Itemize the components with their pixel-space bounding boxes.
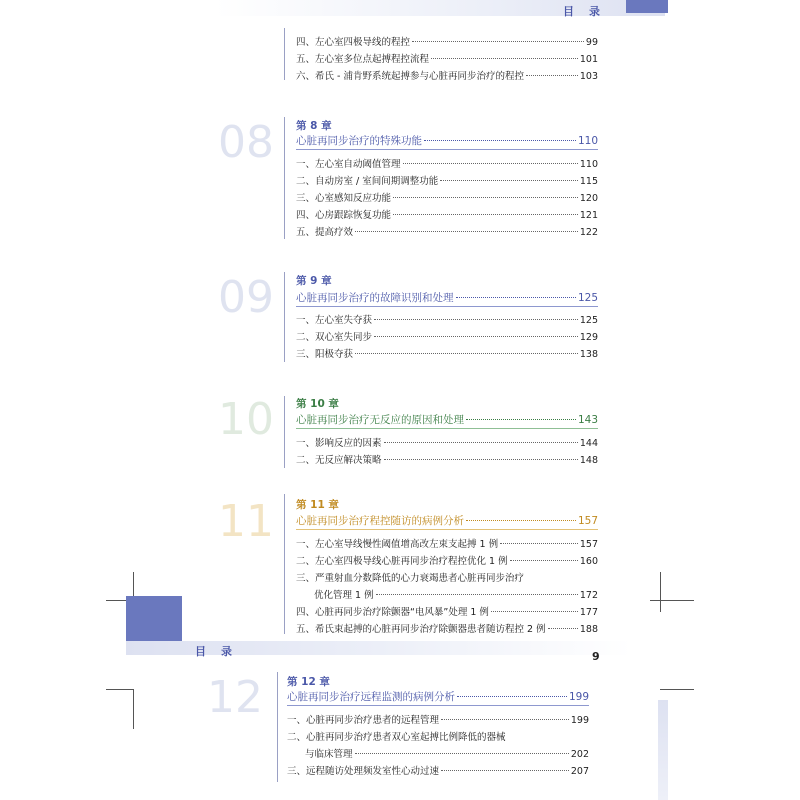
chapter-12-underline	[287, 705, 589, 706]
edge-strip	[658, 700, 668, 800]
chapter-9-underline	[296, 306, 598, 307]
toc-item[interactable]: 一、影响反应的因素 144	[296, 438, 598, 449]
toc-item[interactable]: 三、远程随访处理频发室性心动过速 207	[287, 766, 589, 777]
chapter-11-title[interactable]: 心脏再同步治疗程控随访的病例分析 157	[296, 515, 598, 527]
divider-ch11	[284, 494, 285, 634]
divider-ch9	[284, 272, 285, 362]
toc-item[interactable]: 三、严重射血分数降低的心力衰竭患者心脏再同步治疗	[296, 573, 525, 584]
toc-item[interactable]: 与临床管理 202	[305, 749, 589, 760]
chapter-12-number: 12	[207, 672, 263, 723]
page-number: 9	[592, 650, 600, 663]
header-color-block	[626, 0, 668, 13]
chapter-8-underline	[296, 149, 598, 150]
chapter-9-label: 第 9 章	[296, 275, 332, 287]
toc-item[interactable]: 四、左心室四极导线的程控 99	[296, 37, 598, 48]
crop-mark	[650, 600, 694, 601]
toc-item[interactable]: 一、心脏再同步治疗患者的远程管理 199	[287, 715, 589, 726]
toc-item[interactable]: 六、希氏 - 浦肯野系统起搏参与心脏再同步治疗的程控 103	[296, 71, 598, 82]
chapter-11-label: 第 11 章	[296, 499, 339, 511]
crop-mark	[660, 572, 661, 612]
divider-ch10	[284, 396, 285, 468]
chapter-11-number: 11	[218, 496, 274, 547]
chapter-8-title[interactable]: 心脏再同步治疗的特殊功能 110	[296, 135, 598, 147]
header-toc-label: 目 录	[563, 5, 602, 18]
crop-mark	[660, 689, 694, 690]
divider-prev	[284, 28, 285, 80]
toc-item[interactable]: 五、提高疗效 122	[296, 227, 598, 238]
toc-item[interactable]: 四、心脏再同步治疗除颤器“电风暴”处理 1 例 177	[296, 607, 598, 618]
crop-mark	[133, 689, 134, 729]
chapter-11-underline	[296, 529, 598, 530]
chapter-9-title[interactable]: 心脏再同步治疗的故障识别和处理 125	[296, 292, 598, 304]
divider-ch12	[277, 672, 278, 782]
toc-item[interactable]: 二、双心室失同步 129	[296, 332, 598, 343]
toc-item[interactable]: 一、左心室自动阈值管理 110	[296, 159, 598, 170]
chapter-10-underline	[296, 428, 598, 429]
page-toc-label: 目 录	[195, 645, 234, 658]
divider-ch8	[284, 117, 285, 239]
chapter-12-label: 第 12 章	[287, 676, 330, 688]
toc-item[interactable]: 二、左心室四极导线心脏再同步治疗程控优化 1 例 160	[296, 556, 598, 567]
toc-item[interactable]: 三、阳极夺获 138	[296, 349, 598, 360]
chapter-9-number: 09	[218, 272, 274, 323]
toc-item[interactable]: 二、心脏再同步治疗患者双心室起搏比例降低的器械	[287, 732, 506, 743]
toc-item[interactable]: 二、自动房室 / 室间间期调整功能 115	[296, 176, 598, 187]
toc-item[interactable]: 五、左心室多位点起搏程控流程 101	[296, 54, 598, 65]
crop-mark	[106, 689, 134, 690]
chapter-10-number: 10	[218, 394, 274, 445]
chapter-10-title[interactable]: 心脏再同步治疗无反应的原因和处理 143	[296, 414, 598, 426]
chapter-10-label: 第 10 章	[296, 398, 339, 410]
toc-item[interactable]: 二、无反应解决策略 148	[296, 455, 598, 466]
toc-item[interactable]: 五、希氏束起搏的心脏再同步治疗除颤器患者随访程控 2 例 188	[296, 624, 598, 635]
toc-item[interactable]: 四、心房跟踪恢复功能 121	[296, 210, 598, 221]
chapter-12-title[interactable]: 心脏再同步治疗远程监测的病例分析 199	[287, 691, 589, 703]
toc-item[interactable]: 一、左心室导线慢性阈值增高改左束支起搏 1 例 157	[296, 539, 598, 550]
toc-item[interactable]: 优化管理 1 例 172	[314, 590, 598, 601]
toc-item[interactable]: 三、心室感知反应功能 120	[296, 193, 598, 204]
chapter-8-label: 第 8 章	[296, 120, 332, 132]
chapter-8-number: 08	[218, 117, 274, 168]
toc-item[interactable]: 一、左心室失夺获 125	[296, 315, 598, 326]
